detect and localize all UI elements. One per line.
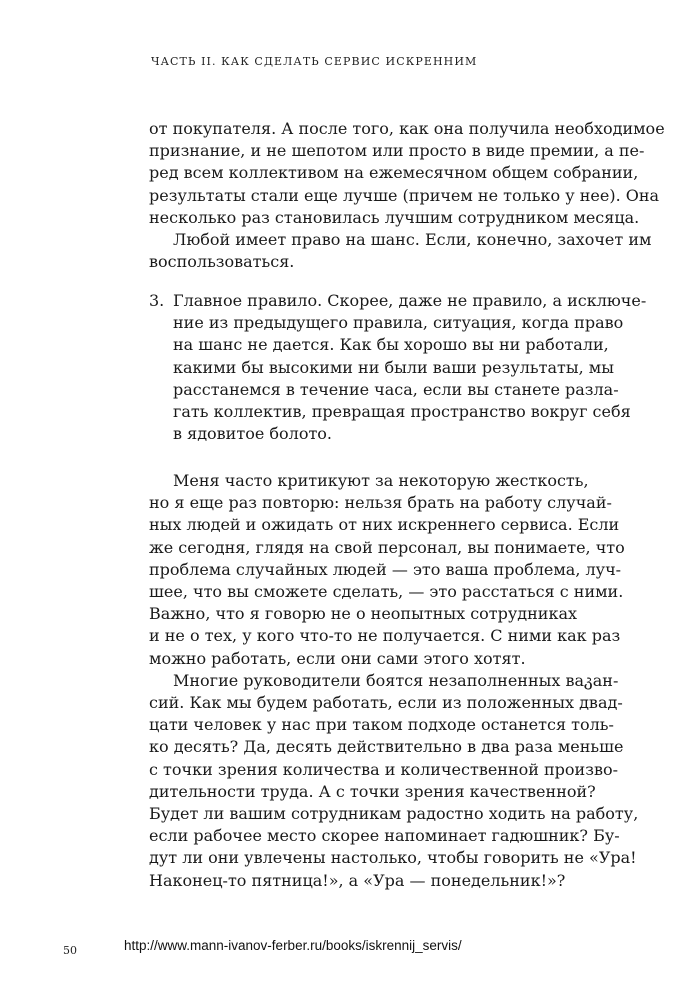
text-line: гать коллектив, превращая пространство вокруг себя [173, 402, 631, 422]
text-line: ко десять? Да, десять действительно в два раза меньше [149, 737, 624, 757]
text-line: Наконец-то пятница!», а «Ура — понедельник!»? [149, 870, 566, 890]
text-line: Главное правило. Скорее, даже не правило, а исключе- [173, 291, 647, 310]
text-line: какими бы высокими ни были ваши результаты, мы [173, 357, 614, 377]
text-line: результаты стали еще лучше (причем не только у нее). Она [149, 185, 660, 205]
text-line: Любой имеет право на шанс. Если, конечно, захочет им [173, 230, 652, 250]
text-line: ние из предыдущего правила, ситуация, когда право [173, 313, 624, 333]
paragraph-block-1 [149, 118, 665, 273]
text-line: воспользоваться. [149, 252, 295, 272]
text-line: Многие руководители боятся незаполненных ваკан- [173, 670, 619, 690]
text-line: Важно, что я говорю не о неопытных сотрудниках [149, 604, 578, 624]
text-line: если рабочее место скорее напоминает гадюшник? Бу- [149, 826, 620, 846]
text-line: расстанемся в течение часа, если вы станете разла- [173, 379, 619, 399]
numbered-list-item [149, 290, 647, 445]
text-line: и не о тех, у кого что-то не получается. С ними как раз [149, 626, 621, 646]
text-line: дут ли они увлечены настолько, чтобы говорить не «Ура! [149, 848, 637, 868]
text-line: признание, и не шепотом или просто в виде премии, а пе- [149, 141, 645, 161]
footer-url: http://www.mann-ivanov-ferber.ru/books/iskrennij_servis/ [124, 938, 462, 953]
running-head: ЧАСТЬ II. КАК СДЕЛАТЬ СЕРВИС ИСКРЕННИМ [151, 55, 478, 68]
text-line: на шанс не дается. Как бы хорошо вы ни работали, [173, 335, 609, 355]
text-line: ных людей и ожидать от них искреннего сервиса. Если [149, 515, 620, 535]
text-line: можно работать, если они сами этого хотят. [149, 648, 526, 668]
text-line: сий. Как мы будем работать, если из положенных двад- [149, 693, 623, 713]
text-line: но я еще раз повторю: нельзя брать на работу случай- [149, 493, 612, 513]
text-line: ред всем коллективом на ежемесячном общем собрании, [149, 163, 639, 183]
text-line: Меня часто критикуют за некоторую жесткость, [173, 471, 589, 490]
page-number: 50 [63, 944, 77, 957]
list-number: 3. [149, 291, 165, 310]
list-first-line [149, 290, 647, 312]
text-line: от покупателя. А после того, как она получила необходимое [149, 119, 665, 138]
text-line: же сегодня, глядя на свой персонал, вы понимаете, что [149, 537, 625, 557]
text-line: с точки зрения количества и количественной произво- [149, 759, 618, 779]
text-line: дительности труда. А с точки зрения качественной? [149, 781, 596, 801]
text-line: проблема случайных людей — это ваша проблема, луч- [149, 559, 622, 579]
text-line: шее, что вы сможете сделать, — это расстаться с ними. [149, 582, 624, 602]
text-line: в ядовитое болото. [173, 424, 333, 444]
text-line: цати человек у нас при таком подходе останется толь- [149, 715, 614, 735]
text-line: Будет ли вашим сотрудникам радостно ходить на работу, [149, 804, 639, 824]
text-line: несколько раз становилась лучшим сотрудником месяца. [149, 207, 640, 227]
paragraph-block-2 [149, 470, 639, 892]
